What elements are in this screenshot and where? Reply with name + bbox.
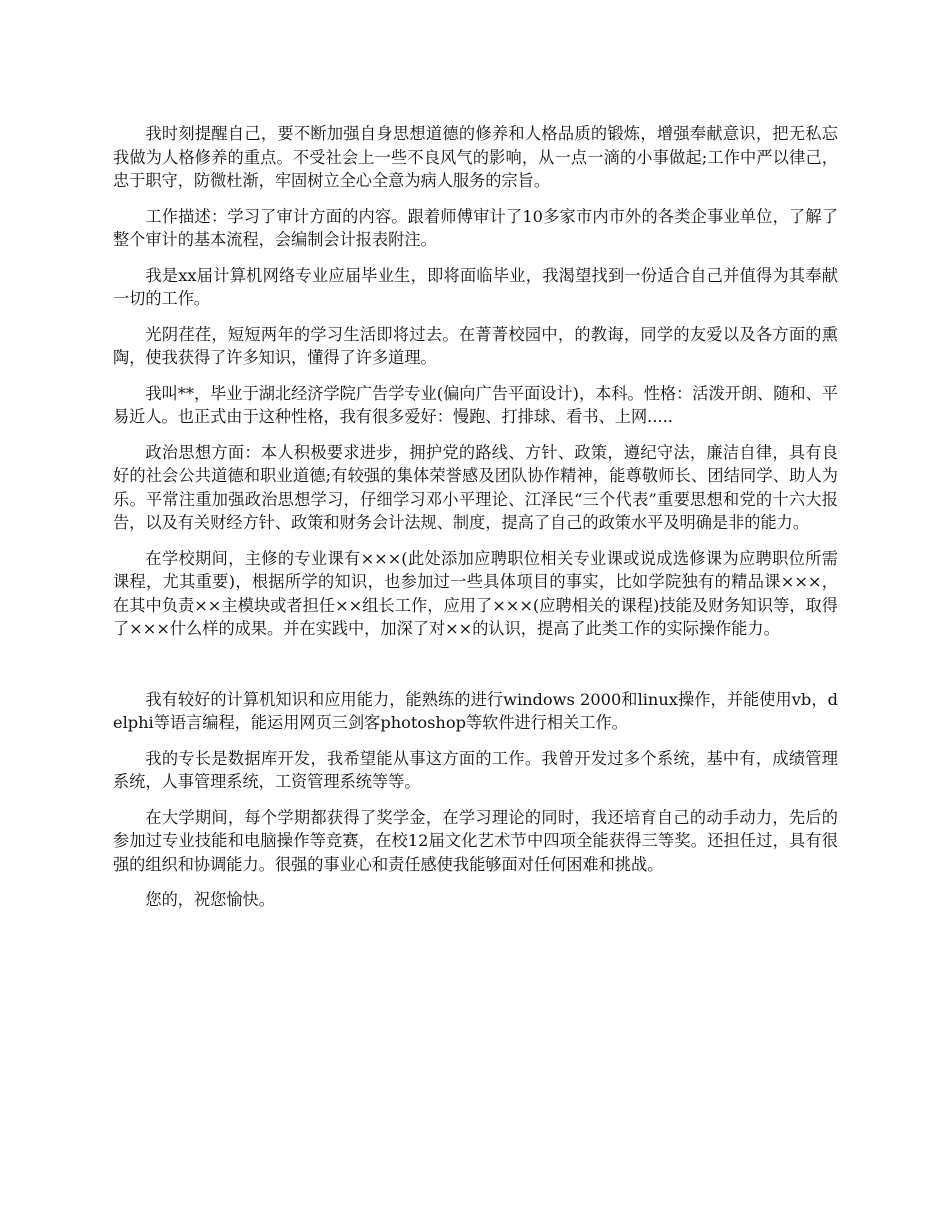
paragraph-database-specialty: 我的专长是数据库开发，我希望能从事这方面的工作。我曾开发过多个系统，基中有，成绩管理系统，人事管理系统，工资管理系统等等。 [113,748,838,791]
paragraph-university-achievements: 在大学期间，每个学期都获得了奖学金，在学习理论的同时，我还培育自己的动手动力，先后的参加过专业技能和电脑操作等竞赛，在校12届文化艺术节中四项全能获得三等奖。还担任过，具有很强的组织和协调能力。很强的事业心和责任感使我能够面对任何困难和挑战。 [113,807,838,874]
paragraph-self-discipline: 我时刻提醒自己，要不断加强自身思想道德的修养和人格品质的锻炼，增强奉献意识，把无私忘我做为人格修养的重点。不受社会上一些不良风气的影响，从一点一滴的小事做起;工作中严以律己，忠于职守，防微杜渐，牢固树立全心全意为病人服务的宗旨。 [113,124,838,190]
paragraph-school-courses: 在学校期间，主修的专业课有×××(此处添加应聘职位相关专业课或说成选修课为应聘职位所需课程，尤其重要)，根据所学的知识，也参加过一些具体项目的事实，比如学院独有的精品课×××，在其中负责××主模块或者担任××组长工作，应用了×××(应聘相关的课程)技能及财务知识等，取得了×××什么样的成果。并在实践中，加深了对××的认识，提高了此类工作的实际操作能力。 [113,548,838,638]
section-gap [113,653,838,688]
paragraph-work-description: 工作描述：学习了审计方面的内容。跟着师傅审计了10多家市内市外的各类企事业单位，了解了整个审计的基本流程，会编制会计报表附注。 [113,206,838,249]
paragraph-graduate-intro: 我是xx届计算机网络专业应届毕业生，即将面临毕业，我渴望找到一份适合自己并值得为其奉献一切的工作。 [113,265,838,308]
paragraph-political-thought: 政治思想方面：本人积极要求进步，拥护党的路线、方针、政策，遵纪守法，廉洁自律，具有良好的社会公共道德和职业道德;有较强的集体荣誉感及团队协作精神，能尊敬师长、团结同学、助人为乐。平常注重加强政治思想学习，仔细学习邓小平理论、江泽民“三个代表”重要思想和党的十六大报告，以及有关财经方针、政策和财务会计法规、制度，提高了自己的政策水平及明确是非的能力。 [113,442,838,532]
paragraph-personal-intro: 我叫**，毕业于湖北经济学院广告学专业(偏向广告平面设计)，本科。性格：活泼开朗、随和、平易近人。也正式由于这种性格，我有很多爱好：慢跑、打排球、看书、上网..... [113,383,838,426]
paragraph-study-life: 光阴荏荏，短短两年的学习生活即将过去。在菁菁校园中，的教诲，同学的友爱以及各方面的熏陶，使我获得了许多知识，懂得了许多道理。 [113,324,838,367]
paragraph-computer-skills: 我有较好的计算机知识和应用能力，能熟练的进行windows 2000和linux操作，并能使用vb，delphi等语言编程，能运用网页三剑客photoshop等软件进行相关工作。 [113,689,838,732]
document-body [113,122,838,924]
paragraph-closing: 您的，祝您愉快。 [145,890,275,909]
